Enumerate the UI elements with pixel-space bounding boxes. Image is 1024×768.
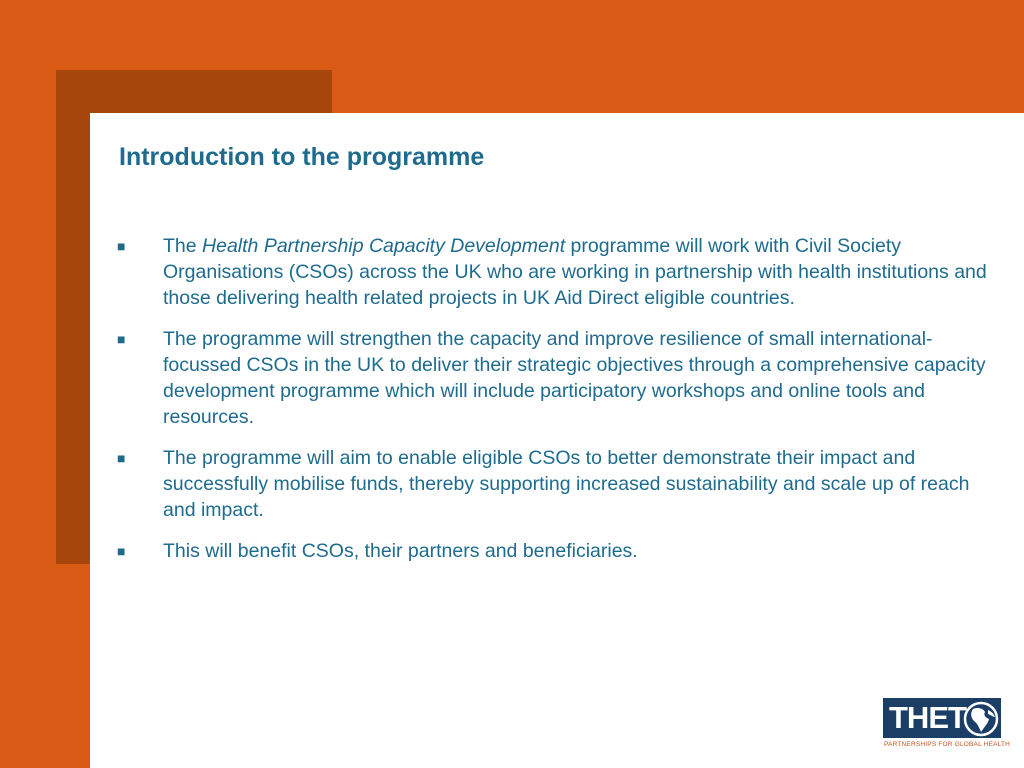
bullet-marker-icon: ■ bbox=[117, 543, 126, 559]
bullet-text: The programme will strengthen the capacity and improve resilience of small international-focussed CSOs in the UK to deliver their strategic objectives through a comprehensive capacity development programme which will include participatory workshops and online tools and resources. bbox=[163, 328, 986, 428]
globe-icon bbox=[961, 699, 1001, 738]
bullet-text: This will benefit CSOs, their partners and beneficiaries. bbox=[163, 540, 638, 562]
bullet-marker-icon: ■ bbox=[117, 331, 126, 347]
thet-logo bbox=[883, 698, 1011, 754]
bullet-item bbox=[117, 326, 987, 430]
slide-title: Introduction to the programme bbox=[119, 143, 485, 171]
bullet-item bbox=[117, 233, 987, 311]
bullet-marker-icon: ■ bbox=[117, 450, 126, 466]
logo-name: THET bbox=[889, 700, 966, 735]
bullet-item bbox=[117, 445, 987, 523]
bullet-marker-icon: ■ bbox=[117, 238, 126, 254]
bullet-prefix: The bbox=[163, 235, 203, 257]
bullet-list bbox=[117, 233, 987, 579]
logo-tagline: PARTNERSHIPS FOR GLOBAL HEALTH bbox=[884, 741, 1011, 748]
slide-panel bbox=[90, 113, 1024, 768]
bullet-text: The programme will aim to enable eligible CSOs to better demonstrate their impact and successfully mobilise funds, thereby supporting increased sustainability and scale up of reach and impact. bbox=[163, 447, 970, 521]
bullet-text: programme will work with Civil Society Organisations (CSOs) across the UK who are working in partnership with health institutions and those delivering health related projects in UK Aid Direct eligible countries. bbox=[163, 235, 987, 309]
logo-box bbox=[883, 698, 1001, 738]
programme-name: Health Partnership Capacity Development bbox=[202, 235, 566, 257]
bullet-item bbox=[117, 538, 987, 564]
